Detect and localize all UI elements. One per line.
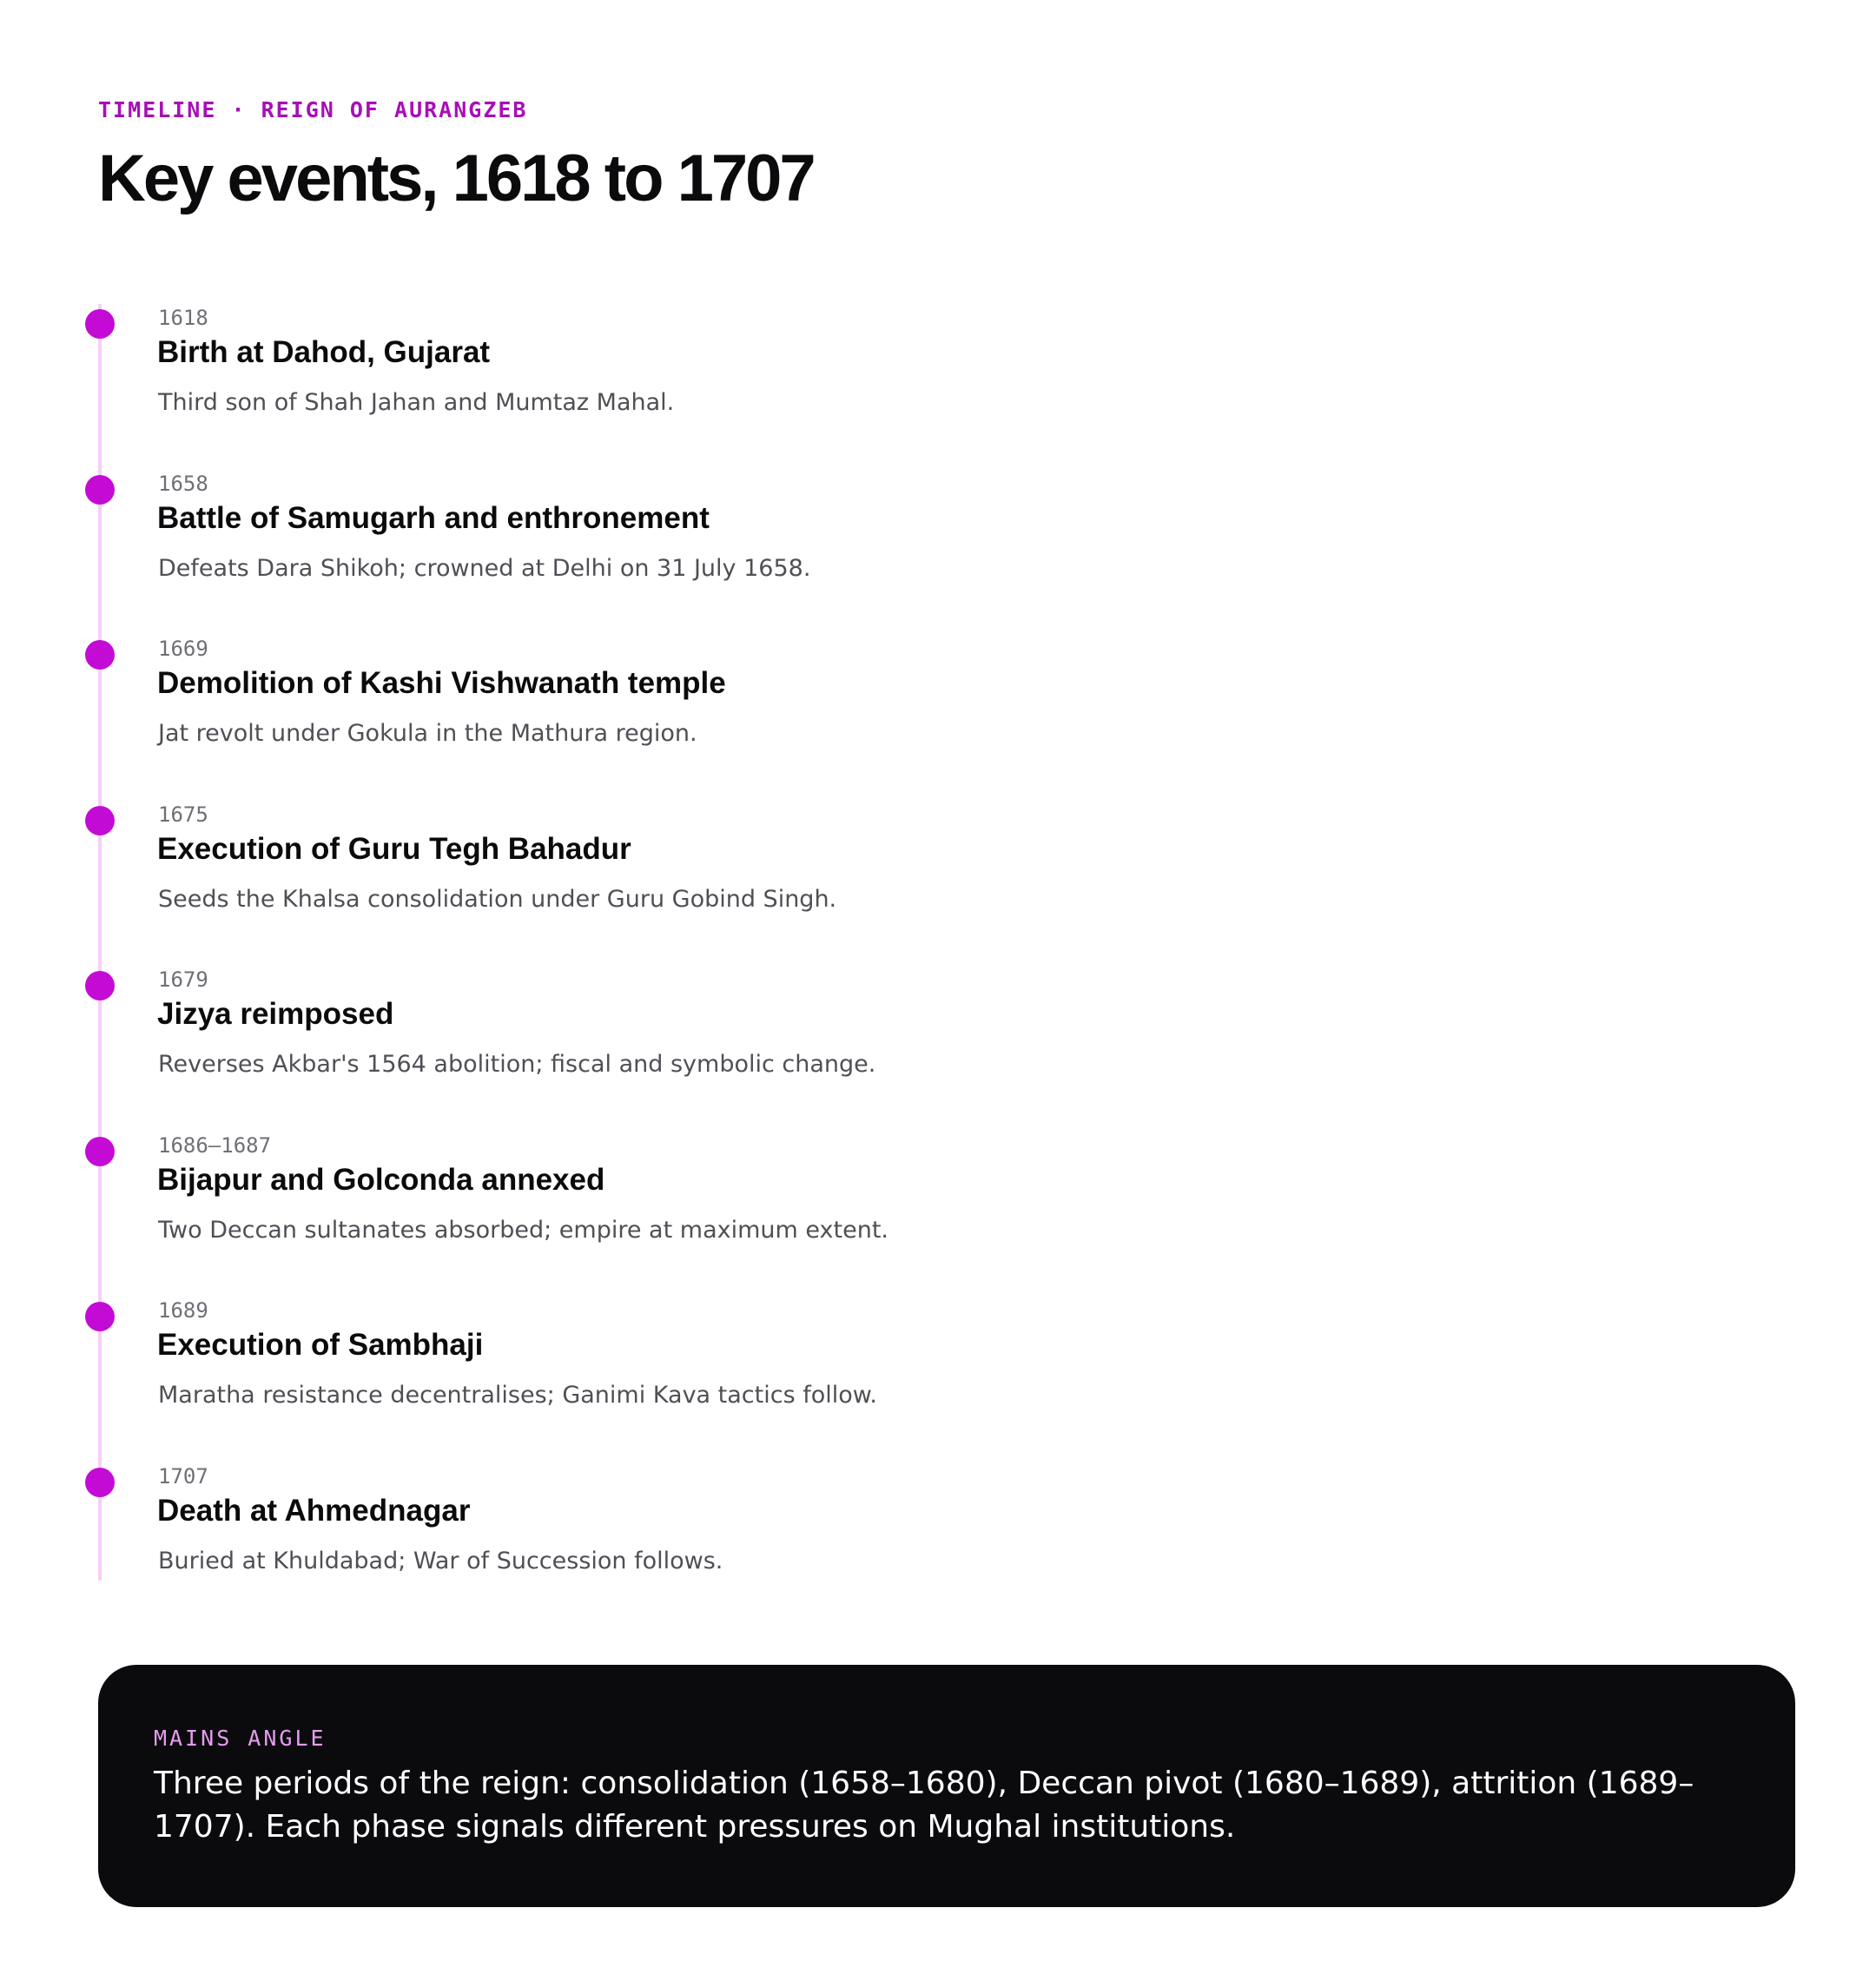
- timeline-dot-icon: [85, 971, 115, 1000]
- event-description: Jat revolt under Gokula in the Mathura region.: [158, 720, 697, 747]
- event-date: 1707: [158, 1464, 208, 1489]
- timeline-event: [98, 1297, 1748, 1453]
- timeline-event: [98, 966, 1748, 1122]
- mains-angle-callout: [98, 1665, 1795, 1907]
- event-date: 1669: [158, 637, 208, 661]
- event-title: Death at Ahmednagar: [157, 1494, 471, 1528]
- timeline-event: [98, 304, 1748, 460]
- event-title: Execution of Guru Tegh Bahadur: [157, 832, 631, 866]
- timeline-dot-icon: [85, 1468, 115, 1497]
- event-date: 1658: [158, 472, 208, 496]
- timeline-dot-icon: [85, 1137, 115, 1166]
- timeline-event: [98, 801, 1748, 957]
- event-date: 1679: [158, 967, 208, 992]
- page-title: Key events, 1618 to 1707: [98, 142, 814, 215]
- event-title: Jizya reimposed: [157, 997, 394, 1031]
- timeline: [98, 304, 1792, 1581]
- event-description: Defeats Dara Shikoh; crowned at Delhi on 31 July 1658.: [158, 555, 811, 582]
- event-date: 1686–1687: [158, 1133, 272, 1158]
- timeline-dot-icon: [85, 1302, 115, 1331]
- event-title: Birth at Dahod, Gujarat: [157, 335, 491, 369]
- event-description: Reverses Akbar's 1564 abolition; fiscal and symbolic change.: [158, 1051, 876, 1078]
- timeline-dot-icon: [85, 309, 115, 339]
- event-date: 1675: [158, 802, 208, 827]
- event-title: Battle of Samugarh and enthronement: [157, 501, 710, 535]
- event-description: Maratha resistance decentralises; Ganimi Kava tactics follow.: [158, 1382, 877, 1409]
- timeline-event: [98, 1462, 1748, 1619]
- timeline-dot-icon: [85, 475, 115, 505]
- callout-label: MAINS ANGLE: [154, 1726, 327, 1751]
- event-date: 1689: [158, 1298, 208, 1323]
- timeline-dot-icon: [85, 806, 115, 835]
- callout-text: Three periods of the reign: consolidation (1658–1680), Deccan pivot (1680–1689), attrition (1689–1707). Each phase signals different pressures on Mughal institutions.: [154, 1766, 1694, 1845]
- event-description: Buried at Khuldabad; War of Succession follows.: [158, 1548, 723, 1574]
- event-date: 1618: [158, 306, 208, 330]
- timeline-dot-icon: [85, 640, 115, 670]
- timeline-event: [98, 1132, 1748, 1288]
- timeline-event: [98, 635, 1748, 791]
- event-description: Third son of Shah Jahan and Mumtaz Mahal.: [158, 389, 675, 416]
- timeline-event: [98, 470, 1748, 626]
- event-description: Two Deccan sultanates absorbed; empire at maximum extent.: [158, 1217, 888, 1244]
- event-title: Bijapur and Golconda annexed: [157, 1163, 605, 1197]
- event-title: Demolition of Kashi Vishwanath temple: [157, 666, 726, 700]
- event-description: Seeds the Khalsa consolidation under Guru Gobind Singh.: [158, 886, 837, 913]
- eyebrow-label: TIMELINE · REIGN OF AURANGZEB: [98, 97, 528, 122]
- event-title: Execution of Sambhaji: [157, 1328, 484, 1362]
